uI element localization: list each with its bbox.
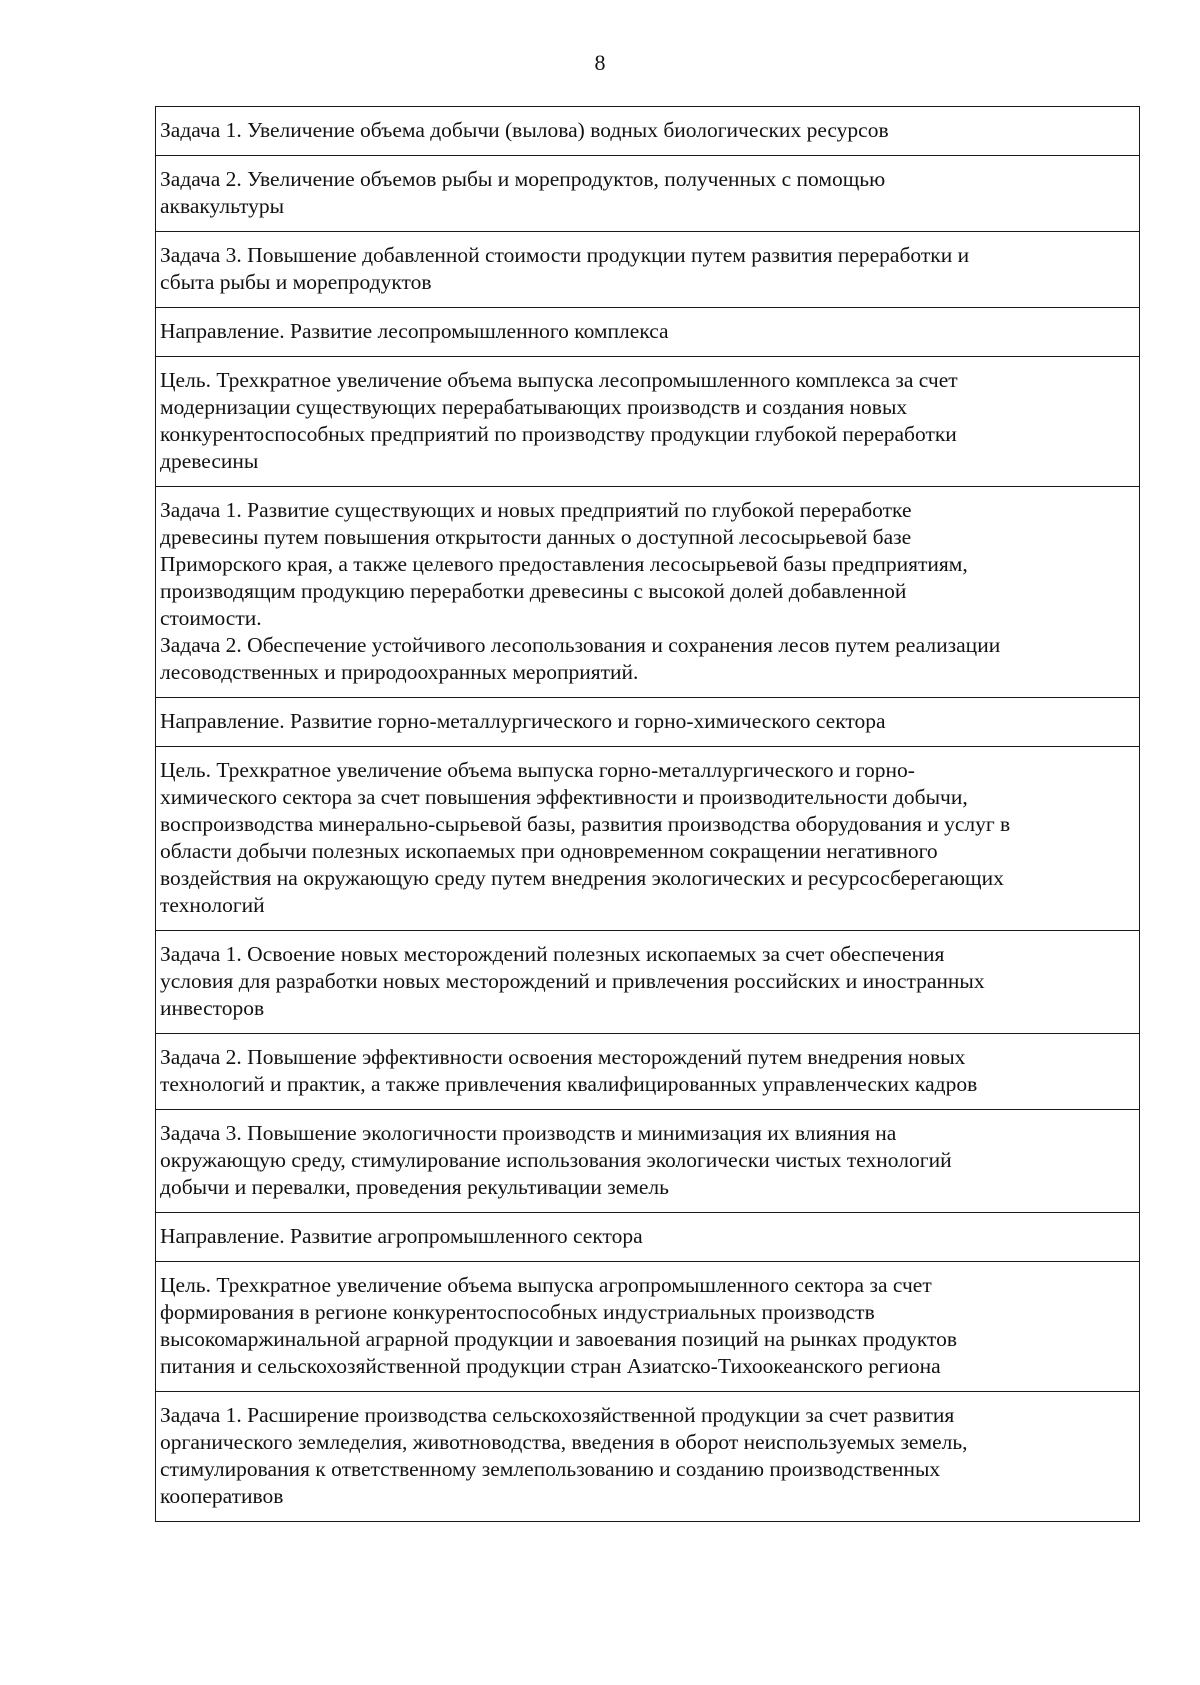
row-text-line: высокомаржинальной аграрной продукции и завоевания позиций на рынках продуктов [160,1327,958,1351]
row-text-line: добычи и перевалки, проведения рекультивации земель [160,1175,669,1199]
row-text-line: технологий [160,893,265,917]
row-text-line: инвесторов [160,996,265,1020]
row-text-line: условия для разработки новых месторождений и привлечения российских и иностранных [160,969,985,993]
table-row [156,308,1139,357]
row-text-line: древесины [160,449,259,473]
content-table [155,106,1140,1522]
row-text-line: Направление. Развитие горно-металлургического и горно-химического сектора [160,709,886,733]
table-row [156,487,1139,698]
table-row [156,931,1139,1034]
table-row [156,1110,1139,1213]
row-text-line: модернизации существующих перерабатывающих производств и создания новых [160,395,908,419]
table-row [156,1034,1139,1110]
row-text-line: формирования в регионе конкурентоспособных индустриальных производств [160,1300,875,1324]
row-text-line: Цель. Трехкратное увеличение объема выпуска лесопромышленного комплекса за счет [160,368,958,392]
row-text-line: кооперативов [160,1484,284,1508]
table-row [156,1213,1139,1262]
row-text-line: Направление. Развитие лесопромышленного комплекса [160,319,669,343]
row-text-line: Задача 1. Развитие существующих и новых предприятий по глубокой переработке [160,498,912,522]
table-row [156,156,1139,232]
row-text-line: Цель. Трехкратное увеличение объема выпуска агропромышленного сектора за счет [160,1273,932,1297]
table-row [156,1392,1139,1521]
row-text-line: сбыта рыбы и морепродуктов [160,270,432,294]
row-text-line: Направление. Развитие агропромышленного сектора [160,1224,643,1248]
row-text-line: Приморского края, а также целевого предоставления лесосырьевой базы предприятиям, [160,552,968,576]
row-text-line: питания и сельскохозяйственной продукции стран Азиатско-Тихоокеанского региона [160,1354,941,1378]
row-text-line: органического земледелия, животноводства, введения в оборот неиспользуемых земель, [160,1430,968,1454]
page-number: 8 [594,50,606,75]
row-text-line: воздействия на окружающую среду путем внедрения экологических и ресурсосберегающих [160,866,1004,890]
row-text-line: Задача 1. Расширение производства сельскохозяйственной продукции за счет развития [160,1403,955,1427]
row-text-line: области добычи полезных ископаемых при одновременном сокращении негативного [160,839,938,863]
table-row [156,357,1139,487]
row-text-line: воспроизводства минерально-сырьевой базы, развития производства оборудования и услуг в [160,812,1011,836]
row-text-line: химического сектора за счет повышения эффективности и производительности добычи, [160,785,968,809]
row-text-line: Задача 2. Обеспечение устойчивого лесопользования и сохранения лесов путем реализации [160,633,1001,657]
row-text-line: конкурентоспособных предприятий по производству продукции глубокой переработки [160,422,957,446]
row-text-line: Задача 2. Увеличение объемов рыбы и морепродуктов, полученных с помощью [160,167,886,191]
row-text-line: Задача 1. Освоение новых месторождений полезных ископаемых за счет обеспечения [160,942,945,966]
table-row [156,232,1139,308]
row-text-line: Задача 2. Повышение эффективности освоения месторождений путем внедрения новых [160,1045,966,1069]
row-text-line: технологий и практик, а также привлечения квалифицированных управленческих кадров [160,1072,978,1096]
table-row [156,747,1139,931]
row-text-line: Задача 1. Увеличение объема добычи (вылова) водных биологических ресурсов [160,118,889,142]
table-row [156,1262,1139,1392]
table-row [156,107,1139,156]
row-text-line: Задача 3. Повышение добавленной стоимости продукции путем развития переработки и [160,243,970,267]
row-text-line: окружающую среду, стимулирование использования экологически чистых технологий [160,1148,952,1172]
row-text-line: древесины путем повышения открытости данных о доступной лесосырьевой базе [160,525,912,549]
row-text-line: аквакультуры [160,194,285,218]
row-text-line: Цель. Трехкратное увеличение объема выпуска горно-металлургического и горно- [160,758,915,782]
table-row [156,698,1139,747]
row-text-line: производящим продукцию переработки древесины с высокой долей добавленной [160,579,907,603]
row-text-line: стимулирования к ответственному землепользованию и созданию производственных [160,1457,941,1481]
row-text-line: Задача 3. Повышение экологичности производств и минимизация их влияния на [160,1121,897,1145]
row-text-line: лесоводственных и природоохранных мероприятий. [160,660,639,684]
row-text-line: стоимости. [160,606,262,630]
